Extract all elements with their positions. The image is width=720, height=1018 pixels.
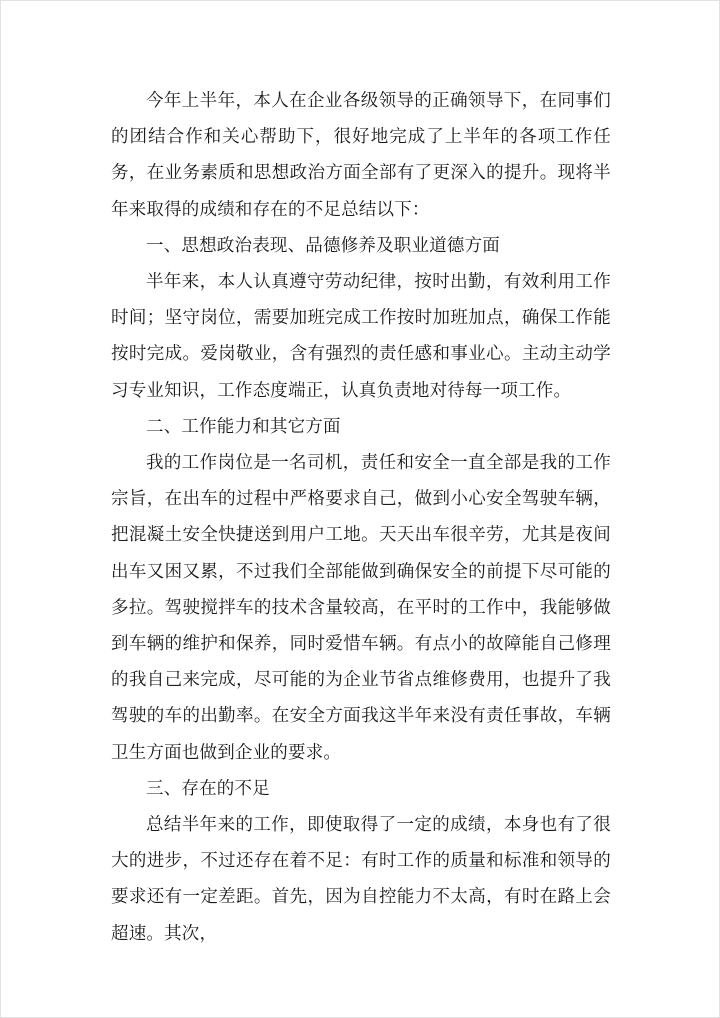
document-body [111,83,611,952]
section-heading-2: 二、工作能力和其它方面 [146,416,341,437]
section-heading-3: 三、存在的不足 [146,778,270,799]
intro-paragraph: 今年上半年，本人在企业各级领导的正确领导下，在同事们的团结合作和关心帮助下，很好地完成了上半年的各项工作任务，在业务素质和思想政治方面全部有了更深入的提升。现将半年来取得的成绩和存在的不足总结以下： [111,91,611,220]
section-2-paragraph: 我的工作岗位是一名司机，责任和安全一直全部是我的工作宗旨，在出车的过程中严格要求自己，做到小心安全驾驶车辆，把混凝土安全快捷送到用户工地。天天出车很辛劳，尤其是夜间出车又困又累，不过我们全部能做到确保安全的前提下尽可能的多拉。驾驶搅拌车的技术含量较高，在平时的工作中，我能够做到车辆的维护和保养，同时爱惜车辆。有点小的故障能自己修理的我自己来完成，尽可能的为企业节省点维修费用，也提升了我驾驶的车的出勤率。在安全方面我这半年来没有责任事故，车辆卫生方面也做到企业的要求。 [111,453,611,763]
section-3-paragraph: 总结半年来的工作，即使取得了一定的成绩，本身也有了很大的进步，不过还存在着不足：有时工作的质量和标准和领导的要求还有一定差距。首先，因为自控能力不太高，有时在路上会超速。其次， [111,815,611,944]
section-1-paragraph: 半年来，本人认真遵守劳动纪律，按时出勤，有效利用工作时间；坚守岗位，需要加班完成工作按时加班加点，确保工作能按时完成。爱岗敬业，含有强烈的责任感和事业心。主动主动学习专业知识，工作态度端正，认真负责地对待每一项工作。 [111,272,611,401]
section-heading-1: 一、思想政治表现、品德修养及职业道德方面 [146,235,500,256]
